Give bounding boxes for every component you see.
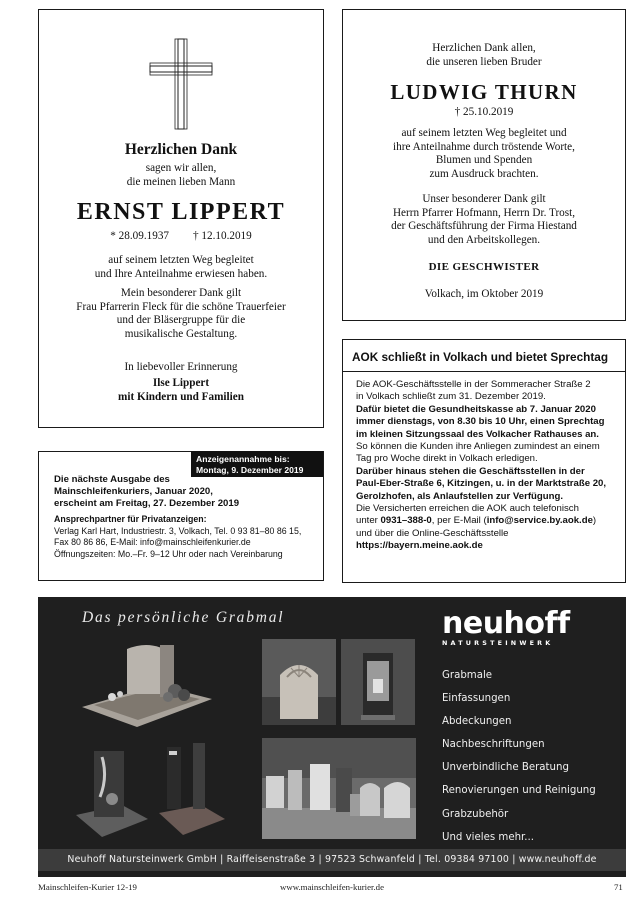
signers: DIE GESCHWISTER [428,261,540,273]
contact-info: Ansprechpartner für Privatanzeigen: Verlag Karl Hart, Industriestr. 3, Volkach, Tel. 0 93 81–80 86 15, Fax 80 86 86, E-Mail: info@mainschleifenkurier.de Öffnungszeiten: Mo.–Fr. 9–12 Uhr oder nach Vereinbarung [54,514,302,559]
next-issue-notice [38,451,324,581]
intro-text: sagen wir allen, die meinen lieben Mann [126,162,236,188]
cross-icon [149,38,213,130]
grave-photo-black-stone-1 [72,737,152,842]
phone-number: 0931–388-0 [380,515,432,527]
obituary-ernst-lippert [38,9,324,428]
publication-website[interactable]: www.mainschleifen-kurier.de [280,882,384,892]
neuhoff-logo: neuhoff NATURSTEINWERK [442,606,570,647]
divider [343,371,625,372]
grave-photo-exhibition [262,738,416,839]
ad-contact-bar: Neuhoff Natursteinwerk GmbH | Raiffeisenstraße 3 | 97523 Schwanfeld | Tel. 09384 97100 | www.neuhoff.de [38,849,626,871]
intro-text: Herzlichen Dank allen, die unseren lieben Bruder [426,42,542,68]
service-list: Grabmale Einfassungen Abdeckungen Nachbeschriftungen Unverbindliche Beratung Renovierungen und Reinigung Grabzubehör Und vieles mehr... [442,670,596,843]
aok-notice [342,339,626,583]
grave-photo-sunstone [262,639,336,725]
death-date: † 12.10.2019 [193,230,252,242]
neuhoff-advertisement [38,597,626,877]
birth-date: * 28.09.1937 [110,230,169,242]
ad-tagline: Das persönliche Grabmal [82,609,285,626]
publication-name: Mainschleifen-Kurier 12-19 [38,882,137,892]
notice-title: AOK schließt in Volkach und bietet Sprechtag [352,350,609,364]
special-thanks-text: Mein besonderer Dank gilt Frau Pfarrerin Fleck für die schöne Trauerfeier und der Bläsergruppe für die musikalische Gestaltung. [76,287,286,340]
deceased-name: LUDWIG THURN [390,80,578,104]
obituary-ludwig-thurn [342,9,626,321]
grave-photo-black-stone-2 [157,737,227,842]
death-date: † 25.10.2019 [454,106,514,118]
grave-photo-lantern [341,639,415,725]
gratitude-text: auf seinem letzten Weg begleitet und ihre Anteilnahme durch tröstende Worte, Blumen und Spenden zum Ausdruck brachten. [393,127,575,180]
next-issue-headline: Die nächste Ausgabe des Mainschleifenkuriers, Januar 2020, erscheint am Freitag, 27. Dezember 2019 [54,474,240,509]
ad-deadline-badge: Anzeigenannahme bis: Montag, 9. Dezember 2019 [191,451,323,477]
place-date: Volkach, im Oktober 2019 [424,288,544,300]
page-number: 71 [614,882,623,892]
deceased-name: ERNST LIPPERT [76,199,286,225]
special-thanks-text: Unser besonderer Dank gilt Herrn Pfarrer Hofmann, Herrn Dr. Trost, der Geschäftsführung der Firma Hiestand und den Arbeitskollegen. [391,193,577,246]
website-link[interactable]: https://bayern.meine.aok.de [356,540,483,552]
memory-line: In liebevoller Erinnerung [124,361,238,373]
grave-photo-flowers [72,637,222,732]
life-dates [39,230,323,242]
email-link[interactable]: info@service.by.aok.de [486,515,593,527]
notice-body: Die AOK-Geschäftsstelle in der Sommeracher Straße 2 in Volkach schließt zum 31. Dezember 2019. Dafür bietet die Gesundheitskasse ab 7. Januar 2020 immer dienstags, von 8.30 bis 10 Uhr, einen Sprechtag im kleinen Sitzungssaal des Volkacher Rathauses an. So können die Kunden ihre Anliegen zumindest an einem Tag pro Woche direkt in Volkach erledigen. Darüber hinaus stehen die Geschäftsstellen in der Paul-Eber-Straße 6, Kitzingen, u. in der Marktstraße 20, Gerolzhofen, als Anlaufstellen zur Verfügung. Die Versicherten erreichen die AOK auch telefonisch unter 0931–388-0, per E-Mail (info@service.by.aok.de) und über die Online-Geschäftsstelle https://bayern.meine.aok.de [356,379,622,553]
signers: Ilse Lippert mit Kindern und Familien [118,377,244,403]
gratitude-text: auf seinem letzten Weg begleitet und Ihre Anteilnahme erwiesen haben. [94,254,268,280]
heading-thanks: Herzlichen Dank [124,141,238,158]
